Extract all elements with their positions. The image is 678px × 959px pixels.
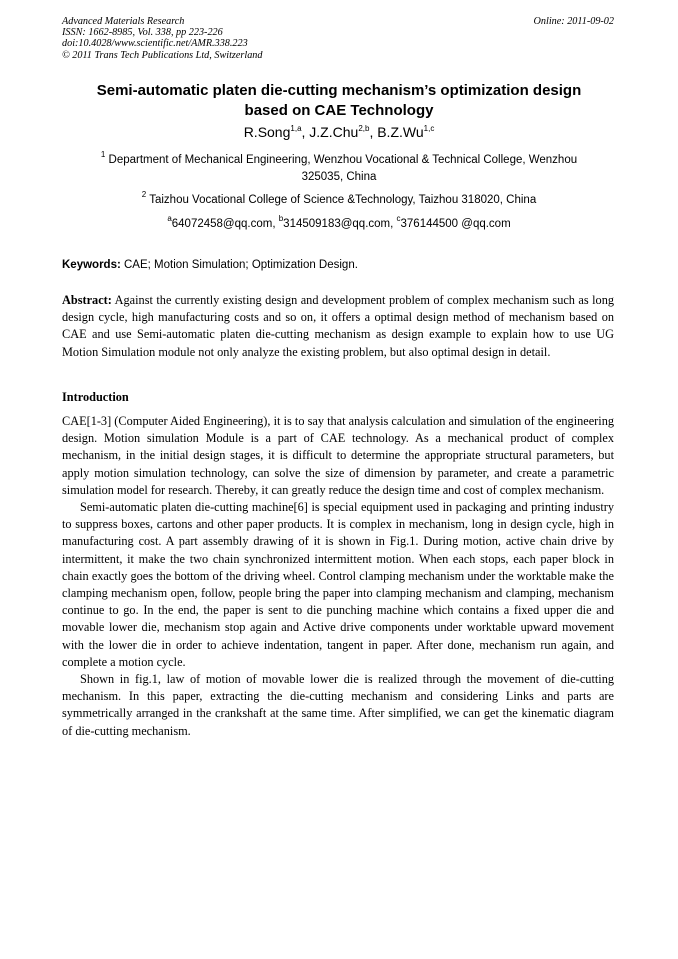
- affiliation-1-sup: 1: [100, 150, 106, 159]
- keywords: [62, 257, 358, 273]
- author-sup: 1,c: [423, 124, 435, 133]
- author-list: [62, 122, 616, 142]
- email-sup: c: [396, 214, 401, 223]
- abstract-text: Against the currently existing design and development problem of complex mechanism such as long design cycle, high manufacturing costs and so on, it offers a optimal design method of mechanism based on CAE and use Semi-automatic platen die-cutting mechanism as design example to explain how to use UG Motion Simulation module not only analyze the existing problem, but also optimal design in detail.: [62, 293, 614, 359]
- journal-copyright: © 2011 Trans Tech Publications Ltd, Switzerland: [62, 49, 263, 61]
- email-address[interactable]: 64072458@qq.com,: [171, 218, 279, 230]
- paragraph: Shown in fig.1, law of motion of movable lower die is realized through the movement of die-cutting mechanism. In this paper, extracting the die-cutting mechanism and considering Links and parts are symmetrically arranged in the crankshaft at the same time. After simplified, we can get the kinematic diagram of die-cutting mechanism.: [62, 672, 614, 738]
- email-sup: a: [167, 214, 172, 223]
- introduction-body: [62, 413, 614, 740]
- section-heading-introduction: Introduction: [62, 390, 129, 404]
- affiliation-1-line-1: Department of Mechanical Engineering, Wenzhou Vocational & Technical College, Wenzhou: [108, 154, 578, 166]
- keywords-text: CAE; Motion Simulation; Optimization Design.: [120, 259, 358, 271]
- author-sup: 2,b: [358, 124, 370, 133]
- affiliation-2-sup: 2: [141, 190, 147, 199]
- journal-issn: ISSN: 1662-8985, Vol. 338, pp 223-226: [62, 27, 223, 39]
- author-sep: ,: [301, 124, 310, 140]
- abstract-label: Abstract:: [62, 293, 112, 307]
- journal-doi: doi:10.4028/www.scientific.net/AMR.338.223: [62, 38, 248, 50]
- affiliation-2: [62, 192, 616, 209]
- affiliation-1-line-2: 325035, China: [301, 171, 377, 183]
- keywords-label: Keywords:: [62, 259, 121, 271]
- title-line-2: based on CAE Technology: [244, 102, 434, 119]
- author-name: J.Z.Chu: [309, 124, 359, 140]
- paragraph: Semi-automatic platen die-cutting machine[6] is special equipment used in packaging and printing industry to suppress boxes, cartons and other paper products. It is complex in mechanism, long in design cycle, high in manufacturing cost. A part assembly drawing of it is shown in Fig.1. During motion, active chain drive by intermittent, it make the two chain synchronized intermittent motion. When each stops, each paper block in chain exactly goes the bottom of the driving wheel. Control clamping mechanism under the worktable make the clamping mechanism open, follow, people bring the paper into clamping mechanism and clamping, mechanism continue to go. In the end, the paper is sent to die punching machine which contains a fixed upper die and movable lower die, mechanism stop again and Active drive components under worktable upward movement with the lower die in order to achieve indentation, tangent in paper. After done, mechanism run again, and complete a motion cycle.: [62, 500, 614, 669]
- journal-header: [62, 16, 262, 61]
- author-sep: ,: [369, 124, 378, 140]
- author-name: R.Song: [243, 124, 291, 140]
- author-emails: [62, 216, 616, 233]
- abstract: [62, 292, 614, 361]
- affiliation-2-text: Taizhou Vocational College of Science &Technology, Taizhou 318020, China: [149, 194, 537, 206]
- journal-name: Advanced Materials Research: [62, 16, 185, 27]
- paragraph: CAE[1-3] (Computer Aided Engineering), it is to say that analysis calculation and simulation of the engineering design. Motion simulation Module is a part of CAE technology. As a mechanical product of complex mechanism, in the initial design stages, it is difficult to determine the appropriate structural parameters, but apply motion simulation technology, can solve the size of dimension by parameter, and create a parametric simulation model for research. Thereby, it can greatly reduce the design time and cost of complex mechanism.: [62, 414, 614, 497]
- title-line-1: Semi-automatic platen die-cutting mechanism’s optimization design: [96, 82, 582, 99]
- email-address[interactable]: 314509183@qq.com,: [283, 218, 397, 230]
- online-date: Online: 2011-09-02: [533, 16, 614, 27]
- author-name: B.Z.Wu: [377, 124, 424, 140]
- email-address[interactable]: 376144500 @qq.com: [400, 218, 511, 230]
- author-sup: 1,a: [290, 124, 302, 133]
- affiliation-1: [62, 152, 616, 186]
- paper-title: [62, 81, 616, 121]
- email-sup: b: [278, 214, 284, 223]
